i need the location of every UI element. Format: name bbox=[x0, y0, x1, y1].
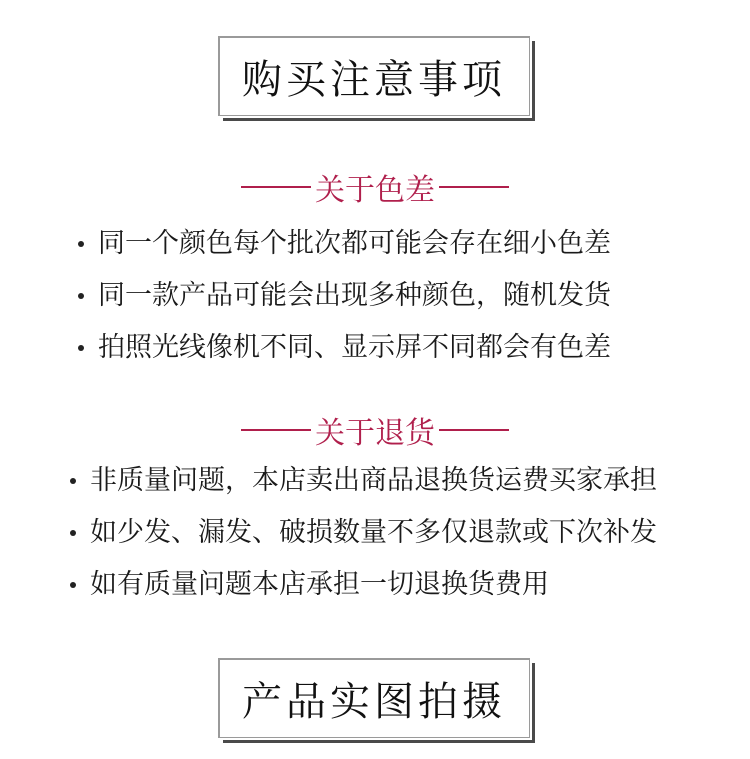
return-policy-list bbox=[70, 455, 657, 611]
list-item-text: 非质量问题，本店卖出商品退换货运费买家承担 bbox=[90, 465, 657, 496]
list-item bbox=[78, 270, 611, 322]
list-item-text: 拍照光线像机不同、显示屏不同都会有色差 bbox=[98, 332, 611, 363]
bullet-icon bbox=[70, 478, 76, 484]
bullet-icon bbox=[78, 241, 84, 247]
list-item-text: 如少发、漏发、破损数量不多仅退款或下次补发 bbox=[90, 517, 657, 548]
list-item-text: 如有质量问题本店承担一切退换货费用 bbox=[90, 569, 549, 600]
list-item bbox=[70, 507, 657, 559]
color-difference-heading-text: 关于色差 bbox=[315, 173, 435, 208]
bullet-icon bbox=[78, 345, 84, 351]
list-item-text: 同一款产品可能会出现多种颜色，随机发货 bbox=[98, 280, 611, 311]
product-photos-title bbox=[218, 658, 530, 738]
purchase-notes-title bbox=[218, 36, 530, 116]
bullet-icon bbox=[78, 293, 84, 299]
list-item bbox=[78, 218, 611, 270]
bullet-icon bbox=[70, 530, 76, 536]
purchase-notes-title-text: 购买注意事项 bbox=[242, 56, 506, 103]
list-item bbox=[78, 322, 611, 374]
list-item bbox=[70, 455, 657, 507]
heading-rule-right bbox=[439, 429, 509, 431]
heading-rule-right bbox=[439, 186, 509, 188]
heading-rule-left bbox=[241, 429, 311, 431]
return-policy-heading bbox=[0, 410, 750, 450]
return-policy-heading-text: 关于退货 bbox=[315, 416, 435, 451]
color-difference-list bbox=[78, 218, 611, 374]
bullet-icon bbox=[70, 582, 76, 588]
product-photos-title-text: 产品实图拍摄 bbox=[242, 678, 506, 725]
heading-rule-left bbox=[241, 186, 311, 188]
color-difference-heading bbox=[0, 167, 750, 207]
list-item bbox=[70, 559, 657, 611]
list-item-text: 同一个颜色每个批次都可能会存在细小色差 bbox=[98, 228, 611, 259]
